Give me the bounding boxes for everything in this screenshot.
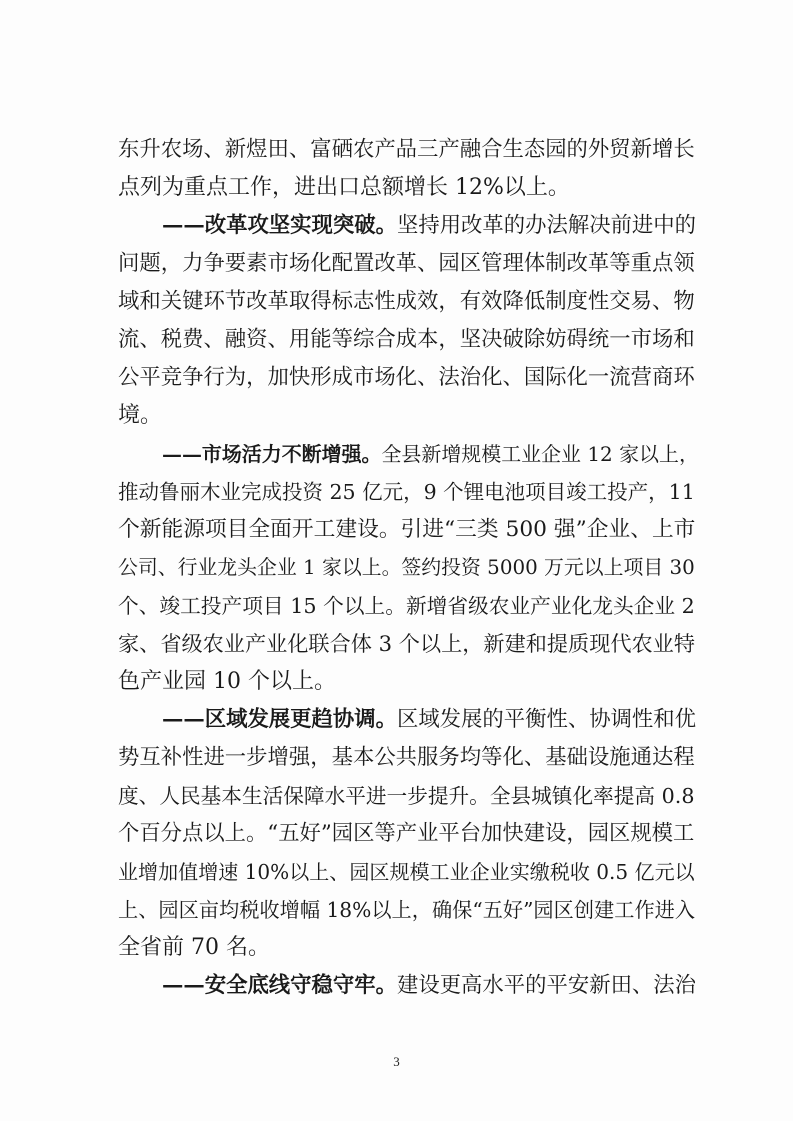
text-line: 全省前 70 名。 [118,935,270,960]
section-market: ——市场活力不断增强。全县新增规模工业企业 12 家以上， [162,442,699,466]
text-line: 个新能源项目全面开工建设。引进“三类 500 强”企业、上市 [118,517,696,542]
text-line: 色产业园 10 个以上。 [118,669,336,694]
text-line: 个、竣工投产项目 15 个以上。新增省级农业产业化龙头企业 2 [118,594,695,618]
text-line: 上、园区亩均税收增幅 18%以上，确保“五好”园区创建工作进入 [118,898,696,922]
section-heading: ——市场活力不断增强。 [162,442,382,466]
text-line: 度、人民基本生活保障水平进一步提升。全县城镇化率提高 0.8 [118,784,695,808]
text-line: 推动鲁丽木业完成投资 25 亿元，9 个锂电池项目竣工投产，11 [118,480,695,504]
section-region: ——区域发展更趋协调。区域发展的平衡性、协调性和优 [162,707,697,732]
text-line: 东升农场、新煜田、富硒农产品三产融合生态园的外贸新增长 [118,137,695,162]
text-line: 点列为重点工作，进出口总额增长 12%以上。 [118,175,570,200]
body-text [118,131,698,1005]
section-heading: ——改革攻坚实现突破。 [162,213,397,238]
text-line: 业增加值增速 10%以上、园区规模工业企业实缴税收 0.5 亿元以 [118,860,695,884]
text-line: 域和关键环节改革取得标志性成效，有效降低制度性交易、物 [118,289,695,314]
text-line: 流、税费、融资、用能等综合成本，坚决破除妨碍统一市场和 [118,327,695,352]
text-line: 公司、行业龙头企业 1 家以上。签约投资 5000 万元以上项目 30 [118,556,695,579]
text-line: 公平竞争行为，加快形成市场化、法治化、国际化一流营商环 [118,365,695,390]
page-number: 3 [393,1054,400,1069]
section-safety: ——安全底线守稳守牢。建设更高水平的平安新田、法治 [162,973,697,998]
text-line: 境。 [118,403,163,428]
section-heading: ——区域发展更趋协调。 [162,707,397,732]
text-line: 问题，力争要素市场化配置改革、园区管理体制改革等重点领 [118,251,695,276]
text-line: 家、省级农业产业化联合体 3 个以上，新建和提质现代农业特 [118,631,695,656]
text-line: 个百分点以上。“五好”园区等产业平台加快建设，园区规模工 [118,821,695,846]
text-line: 势互补性进一步增强，基本公共服务均等化、基础设施通达程 [118,745,695,770]
section-reform: ——改革攻坚实现突破。坚持用改革的办法解决前进中的 [162,213,697,238]
section-heading: ——安全底线守稳守牢。 [162,973,397,998]
